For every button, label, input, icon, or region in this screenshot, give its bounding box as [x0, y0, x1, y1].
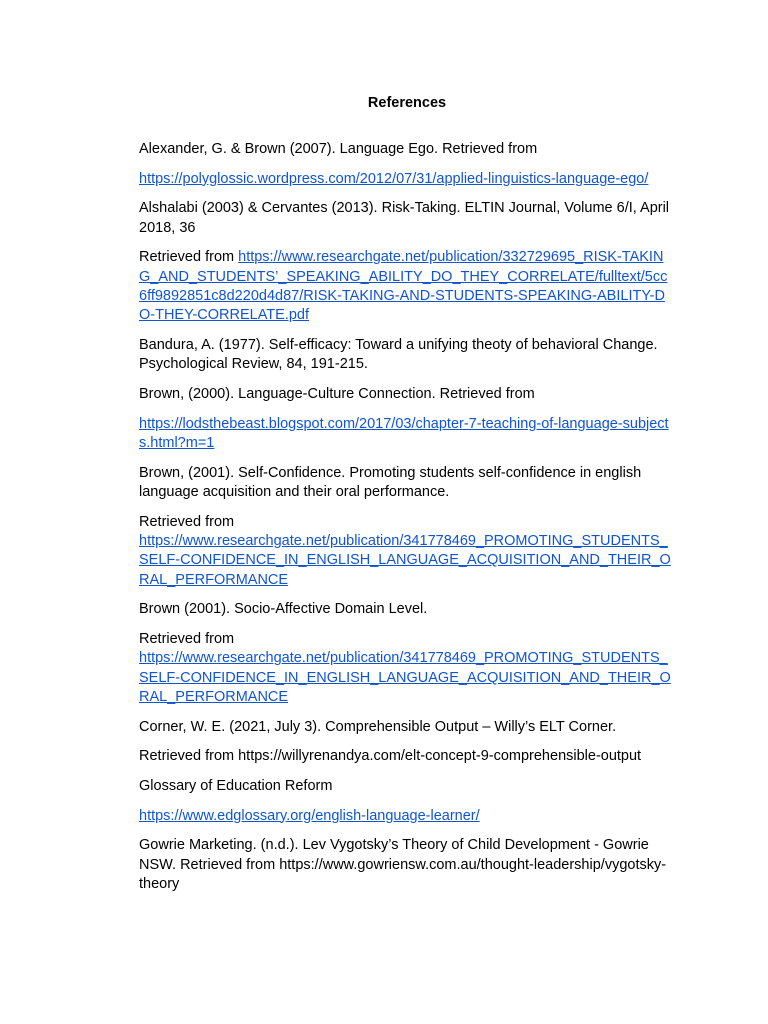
reference-brown-2000: Brown, (2000). Language-Culture Connection. Retrieved from: [139, 386, 535, 402]
brown-2001b-link[interactable]: https://www.researchgate.net/publication/341778469_PROMOTING_STUDENTS_SELF-CONFIDENCE_IN_ENGLISH_LANGUAGE_ACQUISITION_AND_THEIR_ORAL_PERFORMANCE: [139, 650, 671, 706]
retrieved-from-label: Retrieved from: [139, 631, 235, 647]
reference-corner: Corner, W. E. (2021, July 3). Comprehensible Output – Willy’s ELT Corner.: [139, 718, 617, 735]
glossary-link[interactable]: https://www.edglossary.org/english-language-learner/: [139, 807, 480, 824]
alshalabi-link[interactable]: https://www.researchgate.net/publication/332729695_RISK-TAKING_AND_STUDENTS’_SPEAKING_ABILITY_DO_THEY_CORRELATE/fulltext/5cc6ff9892851c8d220d4d87/RISK-TAKING-AND-STUDENTS-SPEAKING-ABILITY-DO-THEY-CORRELATE.pdf: [139, 249, 668, 324]
reference-alexander-link-paragraph: [139, 170, 671, 189]
reference-alshalabi: Alshalabi (2003) & Cervantes (2013). Risk-Taking. ELTIN Journal, Volume 6/I, April 2018, 36: [139, 200, 670, 236]
page-title: References: [367, 95, 447, 111]
reference-brown-2000-link-paragraph: [139, 415, 671, 454]
brown-2000-link[interactable]: https://lodsthebeast.blogspot.com/2017/03/chapter-7-teaching-of-language-subjects.html?m=1: [139, 415, 669, 451]
reference-brown-2001b-retrieved: [139, 630, 671, 708]
reference-alshalabi-retrieved: [139, 248, 671, 326]
reference-brown-2001-self-confidence: Brown, (2001). Self-Confidence. Promoting students self-confidence in english language acquisition and their oral performance.: [139, 464, 642, 500]
reference-alexander: Alexander, G. & Brown (2007). Language Ego. Retrieved from: [139, 141, 538, 157]
reference-brown-2001a-retrieved: [139, 513, 671, 591]
reference-corner-retrieved: Retrieved from https://willyrenandya.com/elt-concept-9-comprehensible-output: [139, 748, 642, 765]
reference-bandura: Bandura, A. (1977). Self-efficacy: Toward a unifying theoty of behavioral Change. Psychological Review, 84, 191-215.: [139, 337, 658, 373]
reference-brown-2001-socio-affective: Brown (2001). Socio-Affective Domain Level.: [139, 601, 428, 618]
references-list: [139, 140, 671, 905]
reference-glossary: Glossary of Education Reform: [139, 778, 333, 794]
reference-glossary-link-paragraph: [139, 807, 671, 826]
alexander-link[interactable]: https://polyglossic.wordpress.com/2012/07/31/applied-linguistics-language-ego/: [139, 170, 649, 187]
brown-2001a-link[interactable]: https://www.researchgate.net/publication/341778469_PROMOTING_STUDENTS_SELF-CONFIDENCE_IN_ENGLISH_LANGUAGE_ACQUISITION_AND_THEIR_ORAL_PERFORMANCE: [139, 533, 671, 588]
retrieved-from-label: Retrieved from: [139, 513, 235, 530]
retrieved-from-label: Retrieved from: [139, 249, 239, 266]
reference-gowrie: Gowrie Marketing. (n.d.). Lev Vygotsky’s Theory of Child Development - Gowrie NSW. Retrieved from https://www.gowriensw.com.au/thought-leadership/vygotsky-theory: [139, 837, 667, 892]
